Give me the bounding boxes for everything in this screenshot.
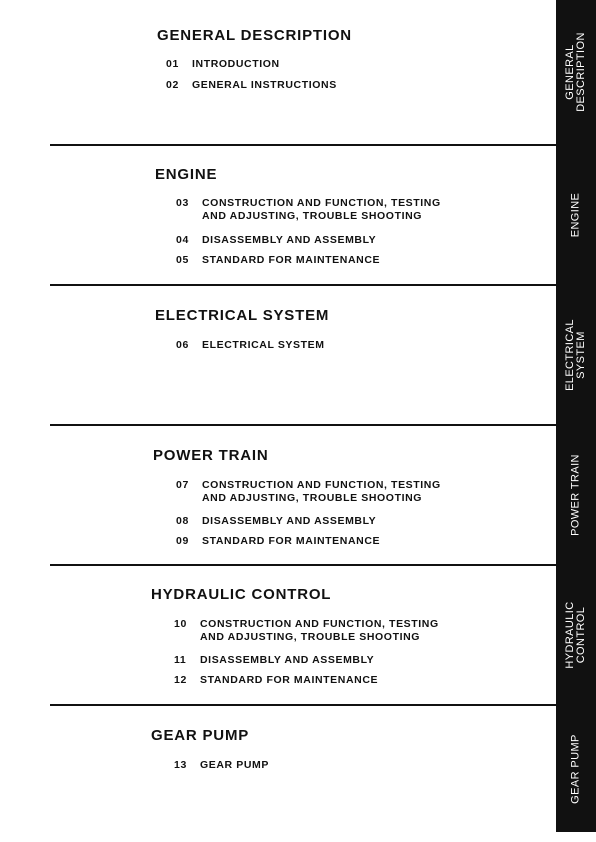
contents-item[interactable] <box>176 234 376 247</box>
tab-label: POWER TRAIN <box>569 454 582 536</box>
contents-item[interactable] <box>176 479 441 505</box>
item-number: 10 <box>174 618 187 630</box>
item-number: 07 <box>176 479 189 491</box>
item-label: INTRODUCTION <box>192 58 280 70</box>
tab-power-train[interactable] <box>556 426 596 564</box>
item-label: STANDARD FOR MAINTENANCE <box>202 535 381 547</box>
section-hydraulic-control <box>0 566 596 704</box>
contents-item[interactable] <box>166 58 280 71</box>
tab-label: HYDRAULIC CONTROL <box>564 601 587 669</box>
item-label-line: AND ADJUSTING, TROUBLE SHOOTING <box>202 492 423 504</box>
section-title: HYDRAULIC CONTROL <box>151 586 332 603</box>
section-title: POWER TRAIN <box>153 447 269 464</box>
item-number: 05 <box>176 254 189 266</box>
section-title: ENGINE <box>155 166 218 183</box>
section-gear-pump <box>0 706 596 842</box>
section-title: ELECTRICAL SYSTEM <box>155 307 330 324</box>
contents-item[interactable] <box>174 654 374 667</box>
item-number: 11 <box>174 654 187 666</box>
item-label: GENERAL INSTRUCTIONS <box>192 79 337 91</box>
item-number: 02 <box>166 79 179 91</box>
item-label-line: CONSTRUCTION AND FUNCTION, TESTING <box>202 197 441 209</box>
tab-electrical-system[interactable] <box>556 286 596 424</box>
item-label: STANDARD FOR MAINTENANCE <box>202 254 381 266</box>
item-number: 03 <box>176 197 189 209</box>
tab-label: GEAR PUMP <box>569 734 582 804</box>
contents-item[interactable] <box>174 618 439 644</box>
tab-engine[interactable] <box>556 146 596 284</box>
contents-item[interactable] <box>176 339 325 352</box>
contents-item[interactable] <box>174 674 378 687</box>
item-number: 09 <box>176 535 189 547</box>
tab-gear-pump[interactable] <box>556 706 596 832</box>
tab-hydraulic-control[interactable] <box>556 566 596 704</box>
item-label-line: CONSTRUCTION AND FUNCTION, TESTING <box>202 479 441 491</box>
contents-item[interactable] <box>166 79 337 92</box>
item-label-line: AND ADJUSTING, TROUBLE SHOOTING <box>200 631 421 643</box>
contents-item[interactable] <box>174 759 269 772</box>
item-label: STANDARD FOR MAINTENANCE <box>200 674 379 686</box>
section-title: GEAR PUMP <box>151 727 250 744</box>
item-number: 04 <box>176 234 189 246</box>
section-title: GENERAL DESCRIPTION <box>157 27 352 44</box>
item-label: ELECTRICAL SYSTEM <box>202 339 325 351</box>
item-label: DISASSEMBLY AND ASSEMBLY <box>202 234 377 246</box>
section-general-description <box>0 0 596 144</box>
item-number: 13 <box>174 759 187 771</box>
section-engine <box>0 146 596 284</box>
contents-item[interactable] <box>176 197 441 223</box>
tab-label: ELECTRICAL SYSTEM <box>564 319 587 391</box>
section-electrical-system <box>0 286 596 424</box>
tab-label: GENERAL DESCRIPTION <box>564 32 587 112</box>
item-number: 06 <box>176 339 189 351</box>
item-number: 08 <box>176 515 189 527</box>
contents-item[interactable] <box>176 515 376 528</box>
tab-label: ENGINE <box>569 192 582 238</box>
item-label: DISASSEMBLY AND ASSEMBLY <box>200 654 375 666</box>
item-label: GEAR PUMP <box>200 759 269 771</box>
section-power-train <box>0 426 596 564</box>
item-number: 01 <box>166 58 179 70</box>
contents-item[interactable] <box>176 254 380 267</box>
item-label: DISASSEMBLY AND ASSEMBLY <box>202 515 377 527</box>
item-label-line: AND ADJUSTING, TROUBLE SHOOTING <box>202 210 423 222</box>
tab-general-description[interactable] <box>556 0 596 144</box>
contents-item[interactable] <box>176 535 380 548</box>
item-number: 12 <box>174 674 187 686</box>
item-label-line: CONSTRUCTION AND FUNCTION, TESTING <box>200 618 439 630</box>
